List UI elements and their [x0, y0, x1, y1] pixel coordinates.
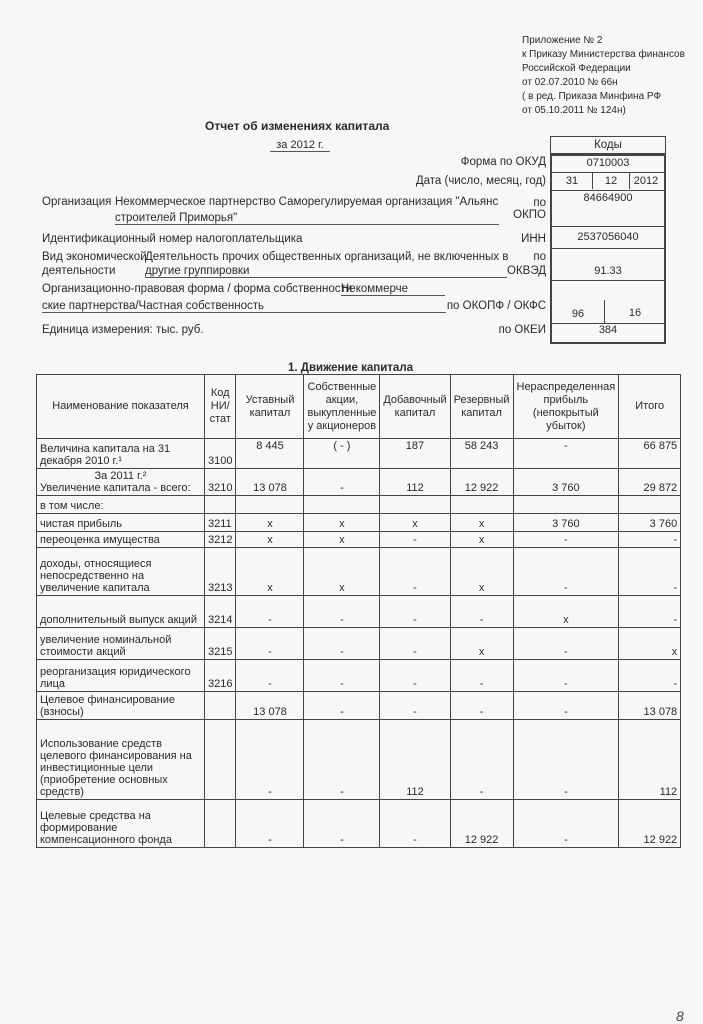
date-day: 31 [565, 175, 579, 187]
cell-total: 112 [619, 720, 681, 800]
table-row [37, 692, 681, 720]
appendix-line: Приложение № 2 [522, 35, 603, 46]
table-row [37, 469, 681, 496]
cell-retained: - [513, 548, 619, 596]
cell-retained: - [513, 439, 619, 469]
cell-additional: - [380, 548, 450, 596]
cell-charter: - [236, 800, 304, 848]
table-row [37, 496, 681, 514]
cell-code: 3100 [205, 439, 236, 469]
cell-total: - [619, 596, 681, 628]
indicator-label: Целевое финансирование (взносы) [40, 694, 175, 718]
report-title: Отчет об изменениях капитала [205, 119, 390, 133]
cell-charter: - [236, 596, 304, 628]
cell-own-shares: - [304, 596, 380, 628]
cell-indicator [37, 548, 205, 596]
cell-additional [380, 496, 450, 514]
cell-code: 3213 [205, 548, 236, 596]
cell-indicator [37, 469, 205, 496]
cell-additional: x [380, 514, 450, 532]
capital-movement-table [36, 374, 681, 848]
cell-indicator [37, 660, 205, 692]
cell-reserve: x [450, 532, 513, 548]
opf-value-1: Некоммерче [341, 283, 445, 296]
col-header-name: Наименование показателя [37, 375, 205, 439]
indicator-label: Целевые средства на формирование компенсационного фонда [40, 810, 172, 846]
col-header-own-shares: Собственные акции, выкупленные у акционеров [304, 375, 380, 439]
cell-own-shares: x [304, 548, 380, 596]
cell-code: 3216 [205, 660, 236, 692]
cell-total: - [619, 548, 681, 596]
table-row [37, 439, 681, 469]
cell-indicator [37, 496, 205, 514]
cell-additional: - [380, 596, 450, 628]
cell-indicator [37, 800, 205, 848]
opf-label: Организационно-правовая форма / форма собственности [42, 283, 353, 295]
activity-value-2: другие группировки [145, 265, 507, 278]
cell-charter: x [236, 532, 304, 548]
cell-code [205, 800, 236, 848]
activity-label-2: деятельности [42, 265, 116, 277]
cell-own-shares: - [304, 660, 380, 692]
col-header-code: Код НИ/ стат [205, 375, 236, 439]
appendix-line: Российской Федерации [522, 63, 631, 74]
table-row [37, 532, 681, 548]
inn-value: 2537056040 [552, 231, 664, 249]
indicator-label: Величина капитала на 31 декабря 2010 г.¹ [40, 443, 171, 467]
cell-total: x [619, 628, 681, 660]
cell-total: 13 078 [619, 692, 681, 720]
unit-label: Единица измерения: тыс. руб. [42, 324, 204, 336]
indicator-label: дополнительный выпуск акций [40, 614, 197, 626]
okud-label: Форма по ОКУД [460, 156, 546, 168]
col-header-reserve: Резервный капитал [450, 375, 513, 439]
date-label: Дата (число, месяц, год) [415, 175, 546, 187]
col-header-additional: Добавочный капитал [380, 375, 450, 439]
okved-label-2: ОКВЭД [507, 265, 546, 277]
activity-value-1: Деятельность прочих общественных организаций, не включенных в [145, 251, 509, 263]
cell-reserve: x [450, 514, 513, 532]
okved-label-1: по [533, 251, 546, 263]
cell-own-shares: - [304, 628, 380, 660]
cell-retained: - [513, 720, 619, 800]
cell-additional: - [380, 800, 450, 848]
table-header-row [37, 375, 681, 439]
appendix-line: от 02.07.2010 № 66н [522, 77, 618, 88]
appendix-line: ( в ред. Приказа Минфина РФ [522, 91, 662, 102]
cell-reserve [450, 496, 513, 514]
cell-indicator [37, 596, 205, 628]
activity-label-1: Вид экономической [42, 251, 147, 263]
table-row [37, 596, 681, 628]
indicator-label: Увеличение капитала - всего: [40, 482, 191, 494]
cell-code: 3211 [205, 514, 236, 532]
table-row [37, 548, 681, 596]
col-header-total: Итого [619, 375, 681, 439]
report-period: за 2012 г. [270, 139, 330, 152]
cell-code: 3210 [205, 469, 236, 496]
inn-label: Идентификационный номер налогоплательщика [42, 233, 303, 245]
cell-reserve: 12 922 [450, 469, 513, 496]
cell-own-shares [304, 496, 380, 514]
okei-value: 384 [598, 324, 618, 336]
cell-retained: - [513, 660, 619, 692]
cell-additional: 112 [380, 720, 450, 800]
cell-own-shares: - [304, 720, 380, 800]
cell-total: 66 875 [619, 439, 681, 469]
cell-charter: - [236, 720, 304, 800]
col-header-retained: Нераспределенная прибыль (непокрытый убыток) [513, 375, 619, 439]
table-row [37, 800, 681, 848]
cell-charter: x [236, 514, 304, 532]
cell-own-shares: - [304, 800, 380, 848]
okud-value: 0710003 [552, 157, 664, 173]
page-mark: 8 [676, 1008, 684, 1024]
inn-code-label: ИНН [521, 233, 546, 245]
indicator-label: Использование средств целевого финансирования на инвестиционные цели (приобретение основных средств) [40, 738, 192, 798]
cell-retained: x [513, 596, 619, 628]
divider [552, 190, 664, 191]
cell-code: 3212 [205, 532, 236, 548]
okei-label: по ОКЕИ [498, 324, 546, 336]
date-month: 12 [592, 173, 630, 189]
table-row [37, 514, 681, 532]
cell-retained [513, 496, 619, 514]
okopf-value: 96 [571, 308, 585, 320]
cell-own-shares: x [304, 514, 380, 532]
cell-additional: 112 [380, 469, 450, 496]
cell-charter: - [236, 628, 304, 660]
cell-total: - [619, 532, 681, 548]
cell-additional: - [380, 532, 450, 548]
cell-own-shares: - [304, 469, 380, 496]
indicator-label: доходы, относящиеся непосредственно на увеличение капитала [40, 558, 152, 594]
codes-header: Коды [550, 136, 666, 154]
indicator-label: реорганизация юридического лица [40, 666, 191, 690]
appendix-line: к Приказу Министерства финансов [522, 49, 685, 60]
indicator-label: увеличение номинальной стоимости акций [40, 634, 172, 658]
cell-total: 3 760 [619, 514, 681, 532]
cell-indicator [37, 439, 205, 469]
cell-additional: - [380, 692, 450, 720]
cell-reserve: - [450, 692, 513, 720]
org-label: Организация [42, 196, 112, 208]
org-name-1: Некоммерческое партнерство Саморегулируемая организация "Альянс [115, 196, 499, 208]
okpo-label: по ОКПО [513, 197, 546, 221]
cell-charter [236, 496, 304, 514]
cell-reserve: - [450, 596, 513, 628]
cell-total: 12 922 [619, 800, 681, 848]
table-row [37, 660, 681, 692]
okpo-value: 84664900 [552, 192, 664, 227]
cell-code: 3214 [205, 596, 236, 628]
cell-retained: - [513, 692, 619, 720]
okfs-value: 16 [604, 300, 665, 324]
cell-code: 3215 [205, 628, 236, 660]
cell-charter: 8 445 [236, 439, 304, 469]
opf-value-2: ские партнерства/Частная собственность [42, 300, 446, 313]
table-row [37, 720, 681, 800]
cell-total [619, 496, 681, 514]
table-row [37, 628, 681, 660]
cell-reserve: - [450, 720, 513, 800]
indicator-label: чистая прибыль [40, 518, 122, 530]
cell-indicator [37, 514, 205, 532]
cell-charter: 13 078 [236, 692, 304, 720]
cell-code [205, 692, 236, 720]
cell-total: - [619, 660, 681, 692]
org-name-2: строителей Приморья" [115, 212, 499, 225]
cell-additional: 187 [380, 439, 450, 469]
cell-retained: - [513, 532, 619, 548]
cell-indicator [37, 532, 205, 548]
cell-retained: 3 760 [513, 514, 619, 532]
cell-indicator [37, 692, 205, 720]
cell-reserve: 12 922 [450, 800, 513, 848]
cell-retained: 3 760 [513, 469, 619, 496]
cell-retained: - [513, 800, 619, 848]
okopf-label: по ОКОПФ / ОКФС [446, 300, 546, 312]
cell-indicator [37, 628, 205, 660]
indicator-label: переоценка имущества [40, 534, 160, 546]
indicator-label: в том числе: [40, 500, 104, 512]
cell-own-shares: - [304, 692, 380, 720]
date-year: 2012 [633, 175, 659, 187]
appendix-note [522, 34, 685, 118]
appendix-line: от 05.10.2011 № 124н) [522, 105, 626, 116]
section-title: 1. Движение капитала [288, 362, 414, 374]
col-header-charter: Уставный капитал [236, 375, 304, 439]
cell-additional: - [380, 660, 450, 692]
cell-reserve: 58 243 [450, 439, 513, 469]
cell-reserve: x [450, 548, 513, 596]
cell-charter: 13 078 [236, 469, 304, 496]
cell-indicator [37, 720, 205, 800]
cell-code [205, 496, 236, 514]
cell-own-shares: ( - ) [304, 439, 380, 469]
cell-code [205, 720, 236, 800]
okved-value: 91.33 [552, 262, 664, 281]
cell-retained: - [513, 628, 619, 660]
cell-additional: - [380, 628, 450, 660]
cell-charter: x [236, 548, 304, 596]
cell-reserve: x [450, 628, 513, 660]
year-subheading: За 2011 г.² [94, 470, 147, 482]
cell-reserve: - [450, 660, 513, 692]
cell-total: 29 872 [619, 469, 681, 496]
cell-charter: - [236, 660, 304, 692]
cell-own-shares: x [304, 532, 380, 548]
